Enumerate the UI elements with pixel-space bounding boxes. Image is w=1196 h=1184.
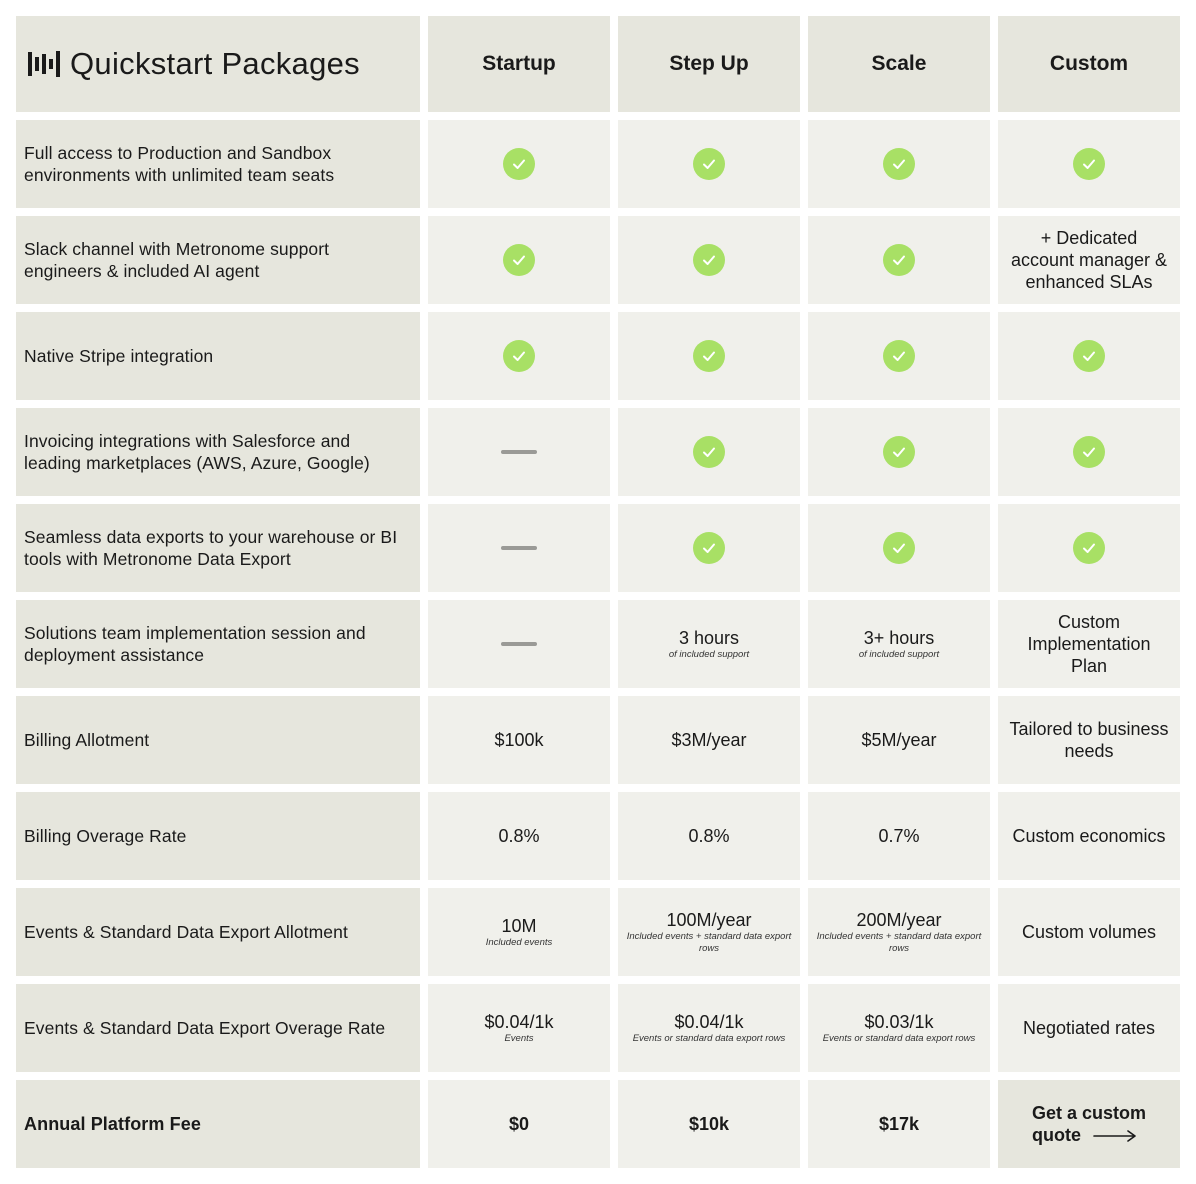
- row-label: Native Stripe integration: [16, 312, 420, 400]
- row-label: Events & Standard Data Export Overage Rate: [16, 984, 420, 1072]
- bars-logo-icon: [28, 50, 60, 78]
- value-main: 200M/year: [856, 910, 942, 930]
- row-label: Seamless data exports to your warehouse or BI tools with Metronome Data Export: [16, 504, 420, 592]
- table-cell: [428, 504, 610, 592]
- check-icon: [693, 244, 725, 276]
- dash-icon: [501, 450, 537, 454]
- table-cell: [428, 216, 610, 304]
- table-cell: [808, 312, 990, 400]
- value-sub: Events or standard data export rows: [822, 1033, 976, 1044]
- quote-line1: Get a custom: [1031, 1103, 1147, 1123]
- row-label: Events & Standard Data Export Allotment: [16, 888, 420, 976]
- value-main: $3M/year: [671, 730, 747, 750]
- table-cell: [618, 792, 800, 880]
- value-sub: of included support: [668, 649, 750, 660]
- table-cell: [808, 792, 990, 880]
- value-sub: Included events: [485, 937, 553, 948]
- table-cell: [998, 600, 1180, 688]
- row-label: Billing Overage Rate: [16, 792, 420, 880]
- value-sub: Included events + standard data export rows: [816, 931, 982, 954]
- row-label: Solutions team implementation session and deployment assistance: [16, 600, 420, 688]
- table-cell: [998, 408, 1180, 496]
- table-cell: [618, 312, 800, 400]
- table-cell: [618, 600, 800, 688]
- quote-line2: quote: [1031, 1125, 1081, 1145]
- check-icon: [503, 148, 535, 180]
- table-cell: [998, 696, 1180, 784]
- value-sub: of included support: [858, 649, 940, 660]
- value-main: 10M: [501, 916, 537, 936]
- value-main: 0.8%: [498, 826, 540, 846]
- check-icon: [883, 340, 915, 372]
- table-cell: [428, 792, 610, 880]
- row-label: Slack channel with Metronome support engineers & included AI agent: [16, 216, 420, 304]
- table-cell: [998, 984, 1180, 1072]
- table-cell: [618, 984, 800, 1072]
- table-cell: [618, 504, 800, 592]
- fee-value: $0: [428, 1080, 610, 1168]
- check-icon: [1073, 532, 1105, 564]
- value-main: $5M/year: [861, 730, 937, 750]
- table-cell: [808, 600, 990, 688]
- column-header-step-up: Step Up: [618, 16, 800, 112]
- pricing-table: [16, 16, 1180, 1168]
- table-cell: [808, 504, 990, 592]
- check-icon: [883, 532, 915, 564]
- dash-icon: [501, 642, 537, 646]
- table-cell: [808, 408, 990, 496]
- cell-value: [484, 1011, 553, 1045]
- fee-value: $10k: [618, 1080, 800, 1168]
- cell-value: [671, 729, 746, 751]
- table-cell: [808, 120, 990, 208]
- check-icon: [883, 148, 915, 180]
- row-label: Billing Allotment: [16, 696, 420, 784]
- table-cell: [618, 408, 800, 496]
- table-cell: [618, 120, 800, 208]
- table-cell: [618, 696, 800, 784]
- cell-value: [688, 825, 729, 847]
- check-icon: [693, 436, 725, 468]
- cell-value: [498, 825, 539, 847]
- value-main: 3 hours: [678, 628, 740, 648]
- check-icon: [693, 340, 725, 372]
- value-main: $0.03/1k: [864, 1012, 934, 1032]
- table-cell: [808, 888, 990, 976]
- cell-value: [494, 729, 543, 751]
- table-title: [16, 16, 420, 112]
- value-sub: Included events + standard data export rows: [626, 931, 792, 954]
- table-cell: [428, 696, 610, 784]
- check-icon: [1073, 436, 1105, 468]
- table-cell: [428, 120, 610, 208]
- cell-value: [859, 627, 939, 661]
- table-cell: [428, 984, 610, 1072]
- cell-value: [808, 909, 990, 955]
- value-sub: Events or standard data export rows: [632, 1033, 786, 1044]
- cell-text: Tailored to business needs: [1009, 719, 1169, 761]
- check-icon: [883, 436, 915, 468]
- value-main: $0.04/1k: [484, 1012, 554, 1032]
- cell-value: [823, 1011, 976, 1045]
- table-cell: [998, 312, 1180, 400]
- check-icon: [503, 244, 535, 276]
- value-main: 0.8%: [688, 826, 730, 846]
- dash-icon: [501, 546, 537, 550]
- check-icon: [693, 148, 725, 180]
- value-sub: Events: [504, 1033, 534, 1044]
- table-cell: [998, 792, 1180, 880]
- cell-value: [878, 825, 919, 847]
- fee-label: Annual Platform Fee: [16, 1080, 420, 1168]
- cell-text: Custom Implementation Plan: [1027, 612, 1151, 676]
- arrow-right-icon: [1093, 1130, 1137, 1142]
- table-cell: [998, 504, 1180, 592]
- table-cell: [998, 216, 1180, 304]
- check-icon: [1073, 148, 1105, 180]
- fee-value: $17k: [808, 1080, 990, 1168]
- cell-value: [618, 909, 800, 955]
- value-main: 0.7%: [878, 826, 920, 846]
- cell-text: Negotiated rates: [1022, 1018, 1156, 1038]
- cell-text: Custom economics: [1012, 826, 1166, 846]
- value-main: 100M/year: [666, 910, 752, 930]
- cell-text: + Dedicated account manager & enhanced SLAs: [1010, 228, 1168, 292]
- check-icon: [1073, 340, 1105, 372]
- value-main: $0.04/1k: [674, 1012, 744, 1032]
- check-icon: [693, 532, 725, 564]
- table-cell: [618, 888, 800, 976]
- table-cell: [998, 120, 1180, 208]
- table-cell: [428, 888, 610, 976]
- row-label: Full access to Production and Sandbox environments with unlimited team seats: [16, 120, 420, 208]
- get-quote-button[interactable]: [998, 1080, 1180, 1168]
- table-cell: [428, 312, 610, 400]
- table-cell: [428, 600, 610, 688]
- page-title: Quickstart Packages: [70, 46, 360, 81]
- cell-text: Custom volumes: [1021, 922, 1157, 942]
- column-header-startup: Startup: [428, 16, 610, 112]
- table-cell: [998, 888, 1180, 976]
- cell-value: [669, 627, 749, 661]
- cell-value: [486, 915, 553, 949]
- check-icon: [503, 340, 535, 372]
- value-main: $100k: [494, 730, 544, 750]
- column-header-scale: Scale: [808, 16, 990, 112]
- column-header-custom: Custom: [998, 16, 1180, 112]
- table-cell: [618, 216, 800, 304]
- table-cell: [808, 216, 990, 304]
- check-icon: [883, 244, 915, 276]
- row-label: Invoicing integrations with Salesforce and leading marketplaces (AWS, Azure, Google): [16, 408, 420, 496]
- table-cell: [808, 696, 990, 784]
- table-cell: [808, 984, 990, 1072]
- cell-value: [633, 1011, 786, 1045]
- table-cell: [428, 408, 610, 496]
- value-main: 3+ hours: [863, 628, 935, 648]
- cell-value: [861, 729, 936, 751]
